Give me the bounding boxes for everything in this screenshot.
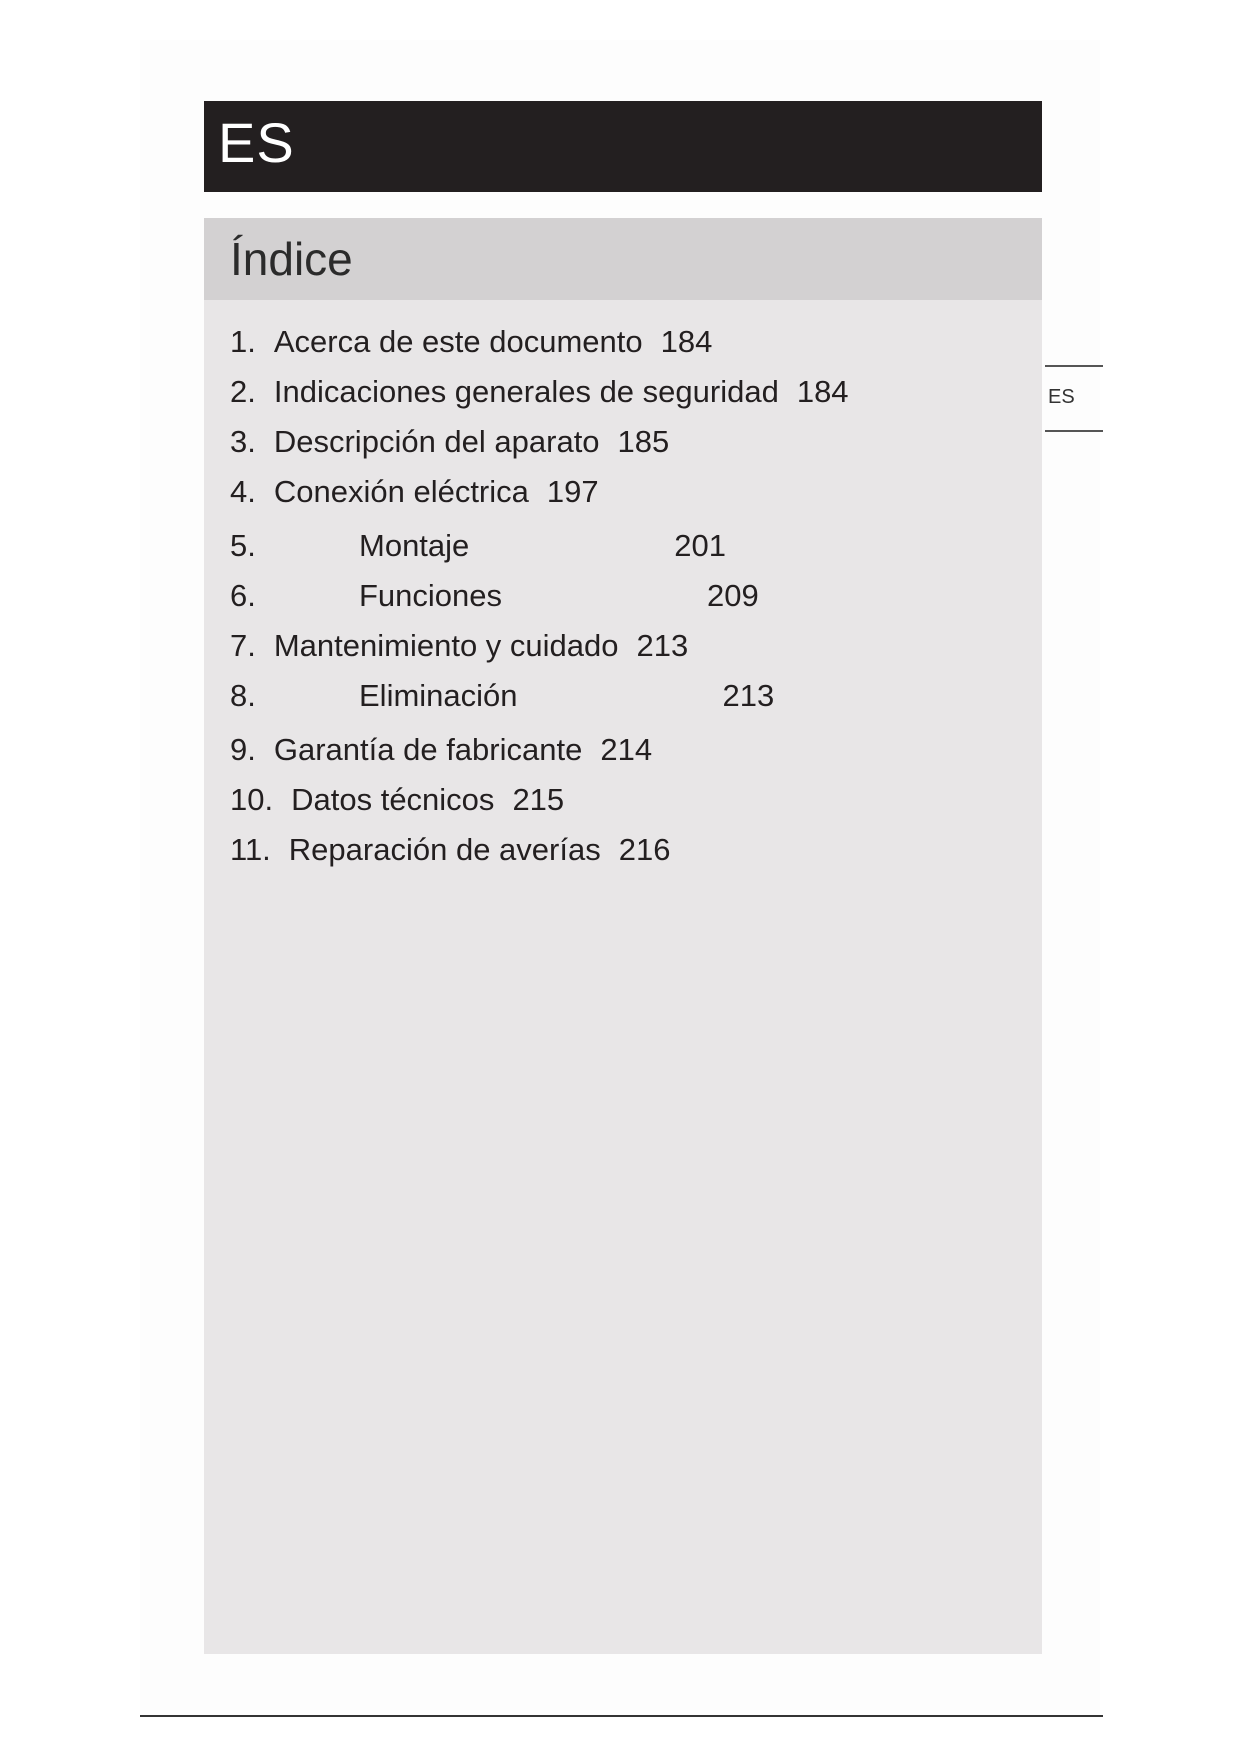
toc-entry-page: 185: [617, 424, 670, 459]
toc-entry-page: 184: [660, 324, 713, 359]
toc-entry[interactable]: [230, 780, 564, 820]
toc-entry-title: Mantenimiento y cuidado: [273, 628, 619, 663]
toc-entry-page: 184: [796, 374, 849, 409]
toc-entry-page: 214: [600, 732, 653, 767]
toc-entry-page: 201: [674, 528, 727, 563]
toc-entry-number: 4.: [230, 474, 256, 509]
toc-entry-title: Datos técnicos: [291, 782, 495, 817]
language-banner: [204, 101, 1042, 192]
toc-entry-page: 197: [546, 474, 599, 509]
toc-entry-number: 2.: [230, 374, 256, 409]
toc-entry[interactable]: [230, 830, 670, 870]
toc-entry[interactable]: [230, 422, 669, 462]
toc-header: [204, 218, 1042, 300]
toc-entry-number: 5.: [230, 528, 256, 563]
toc-entry-number: 8.: [230, 678, 256, 713]
toc-entry-number: 7.: [230, 628, 256, 663]
toc-entry-number: 11.: [230, 832, 271, 867]
side-tab-label: ES: [1048, 386, 1075, 408]
toc-entry[interactable]: [230, 676, 774, 716]
toc-entry-number: 6.: [230, 578, 256, 613]
toc-title: Índice: [230, 233, 353, 285]
toc-entry[interactable]: [230, 730, 652, 770]
toc-entry-number: 1.: [230, 324, 256, 359]
toc-entry-number: 9.: [230, 732, 256, 767]
toc-entry-title: Garantía de fabricante: [273, 732, 583, 767]
toc-entry-title: Montaje: [359, 528, 470, 563]
toc-entry[interactable]: [230, 626, 688, 666]
bottom-divider: [140, 1715, 1103, 1717]
toc-entry-title: Indicaciones generales de seguridad: [273, 374, 779, 409]
toc-entry[interactable]: [230, 322, 712, 362]
table-of-contents: [204, 218, 1042, 1654]
language-side-tab: [1045, 365, 1103, 432]
toc-entry-page: 213: [722, 678, 775, 713]
toc-entry-number: 3.: [230, 424, 256, 459]
toc-entry-title: Acerca de este documento: [273, 324, 643, 359]
toc-entry-title: Descripción del aparato: [273, 424, 600, 459]
toc-entry-page: 216: [618, 832, 671, 867]
toc-entry[interactable]: [230, 576, 759, 616]
toc-entry-page: 209: [707, 578, 759, 613]
toc-entry-title: Reparación de averías: [288, 832, 601, 867]
toc-entry-page: 215: [512, 782, 565, 817]
toc-entry-title: Conexión eléctrica: [273, 474, 529, 509]
toc-entry[interactable]: [230, 526, 726, 566]
language-code: ES: [218, 111, 295, 174]
toc-entry-title: Funciones: [359, 578, 503, 613]
toc-entry-page: 213: [636, 628, 689, 663]
toc-entry-title: Eliminación: [359, 678, 518, 713]
toc-entry[interactable]: [230, 472, 599, 512]
toc-entry-number: 10.: [230, 782, 274, 817]
toc-entry[interactable]: [230, 372, 849, 412]
